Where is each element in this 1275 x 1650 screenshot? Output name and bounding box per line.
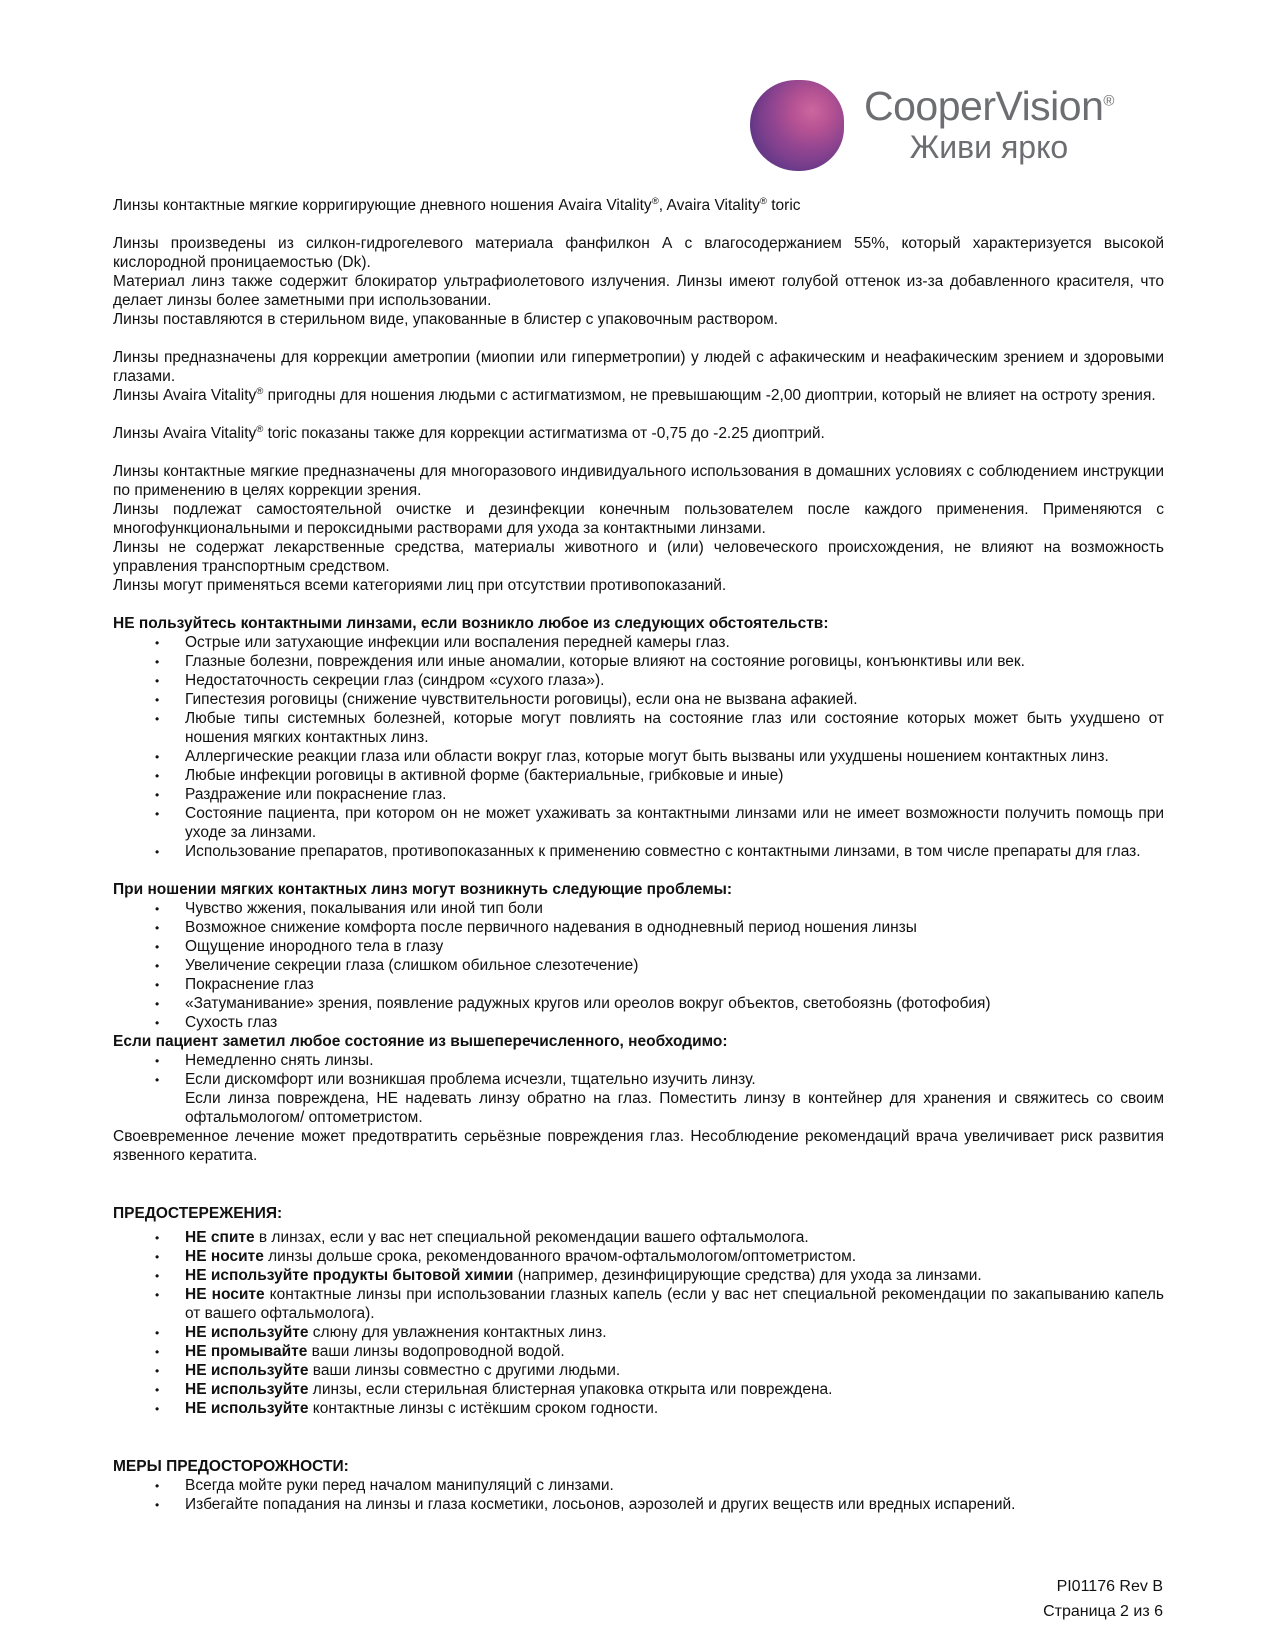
text-run: Линзы контактные мягкие корригирующие дневного ношения Avaira Vitality	[113, 197, 652, 214]
text-run: пригодны для ношения людьми с астигматизмом, не превышающим -2,00 диоптрии, который не влияет на остроту зрения.	[263, 387, 1156, 404]
bullet-list	[113, 633, 1164, 861]
text-run: Увеличение секреции глаза (слишком обильное слезотечение)	[185, 957, 639, 974]
text-run: Если дискомфорт или возникшая проблема исчезли, тщательно изучить линзу.	[185, 1071, 756, 1088]
bullet-item	[113, 1051, 1164, 1070]
bold-text-run: НЕ носите	[185, 1248, 264, 1265]
bullet-item	[113, 1323, 1164, 1342]
bold-text-run: НЕ носите	[185, 1286, 265, 1303]
spacer	[113, 1418, 1164, 1457]
bullet-item	[113, 804, 1164, 842]
bullet-item	[113, 1476, 1164, 1495]
text-run: Линзы не содержат лекарственные средства, материалы животного и (или) человеческого происхождения, не влияют на возможность управления транспортным средством.	[113, 539, 1164, 575]
bullet-item	[113, 1266, 1164, 1285]
bullet-item	[113, 690, 1164, 709]
registered-mark: ®	[1103, 92, 1114, 110]
bullet-item	[113, 1013, 1164, 1032]
body-text	[113, 196, 1164, 1514]
text-run: линзы, если стерильная блистерная упаковка открыта или повреждена.	[308, 1381, 833, 1398]
section-heading: МЕРЫ ПРЕДОСТОРОЖНОСТИ:	[113, 1458, 349, 1475]
bullet-item	[113, 1399, 1164, 1418]
bullet-item	[113, 975, 1164, 994]
bullet-item	[113, 1380, 1164, 1399]
text-run: Избегайте попадания на линзы и глаза косметики, лосьонов, аэрозолей и других веществ или вредных испарений.	[185, 1496, 1016, 1513]
bullet-item	[113, 994, 1164, 1013]
paragraph	[113, 272, 1164, 310]
bullet-item	[113, 1342, 1164, 1361]
text-run: Немедленно снять линзы.	[185, 1052, 374, 1069]
brand-name	[864, 82, 1114, 129]
text-run: Линзы подлежат самостоятельной очистке и дезинфекции конечным пользователем после каждого применения. Применяются с многофункциональными и пероксидными растворами для ухода за контактными линзами.	[113, 501, 1164, 537]
text-run: контактные линзы с истёкшим сроком годности.	[308, 1400, 659, 1417]
spacer	[113, 329, 1164, 348]
bullet-item	[113, 766, 1164, 785]
text-run: ваши линзы водопроводной водой.	[307, 1343, 565, 1360]
logo-text	[864, 82, 1114, 165]
spacer	[113, 405, 1164, 424]
bullet-item	[113, 842, 1164, 861]
coopervision-logo	[750, 80, 1114, 171]
text-run: Любые инфекции роговицы в активной форме (бактериальные, грибковые и иные)	[185, 767, 784, 784]
registered-mark: ®	[256, 423, 264, 435]
paragraph	[113, 310, 1164, 329]
paragraph	[113, 234, 1164, 272]
section-heading: При ношении мягких контактных линз могут возникнуть следующие проблемы:	[113, 881, 733, 898]
bullet-item	[113, 1247, 1164, 1266]
bold-text-run: НЕ промывайте	[185, 1343, 308, 1360]
text-run: контактные линзы при использовании глазных капель (если у вас нет специальной рекомендации по закапыванию капель от вашего офтальмолога).	[185, 1286, 1165, 1322]
bold-text-run: НЕ используйте	[185, 1400, 309, 1417]
section-heading: Если пациент заметил любое состояние из вышеперечисленного, необходимо:	[113, 1033, 728, 1050]
text-run: , Avaira Vitality	[658, 197, 760, 214]
bullet-list	[113, 1476, 1164, 1514]
brand-tagline: Живи ярко	[909, 128, 1069, 165]
bold-text-run: НЕ спите	[185, 1229, 255, 1246]
text-run: Ощущение инородного тела в глазу	[185, 938, 444, 955]
text-run: toric	[766, 197, 801, 214]
page-footer	[1043, 1574, 1163, 1624]
text-run: Недостаточность секреции глаз (синдром «сухого глаза»).	[185, 672, 605, 689]
text-run: Аллергические реакции глаза или области вокруг глаз, которые могут быть вызваны или ухудшены ношением контактных линз.	[185, 748, 1109, 765]
registered-mark: ®	[256, 385, 264, 397]
text-run: Всегда мойте руки перед началом манипуляций с линзами.	[185, 1477, 614, 1494]
text-run: Линзы поставляются в стерильном виде, упакованные в блистер с упаковочным раствором.	[113, 311, 779, 328]
bold-text-run: НЕ используйте	[185, 1324, 309, 1341]
text-run: Любые типы системных болезней, которые могут повлиять на состояние глаз или состояние которых может быть ухудшено от ношения мягких контактных линз.	[185, 710, 1164, 746]
text-run: Линзы Avaira Vitality	[113, 425, 257, 442]
document-number: PI01176 Rev B	[1056, 1578, 1163, 1595]
spacer	[113, 861, 1164, 880]
spacer	[113, 595, 1164, 614]
text-run: Линзы произведены из силкон-гидрогелевого материала фанфилкон А с влагосодержанием 55%, который характеризуется высокой кислородной проницаемостью (Dk).	[113, 235, 1164, 271]
text-run: Линзы контактные мягкие предназначены для многоразового индивидуального использования в домашних условиях с соблюдением инструкции по применению в целях коррекции зрения.	[113, 463, 1164, 499]
bullet-item	[113, 709, 1164, 747]
brand-wordmark: CooperVision	[864, 82, 1104, 129]
bullet-item	[113, 633, 1164, 652]
text-run: Гипестезия роговицы (снижение чувствительности роговицы), если она не вызвана афакией.	[185, 691, 858, 708]
bullet-item	[113, 1495, 1164, 1514]
paragraph	[113, 196, 1164, 215]
text-run: (например, дезинфицирующие средства) для ухода за линзами.	[513, 1267, 982, 1284]
text-run: Чувство жжения, покалывания или иной тип боли	[185, 900, 543, 917]
text-run: Острые или затухающие инфекции или воспаления передней камеры глаз.	[185, 634, 730, 651]
text-run: Если линза повреждена, НЕ надевать линзу обратно на глаз. Поместить линзу в контейнер для хранения и свяжитесь со своим офтальмологом/ оптометристом.	[185, 1090, 1164, 1126]
text-run: Своевременное лечение может предотвратить серьёзные повреждения глаз. Несоблюдение рекомендаций врача увеличивает риск развития язвенного кератита.	[113, 1128, 1164, 1164]
text-run: Покраснение глаз	[185, 976, 314, 993]
text-run: Использование препаратов, противопоказанных к применению совместно с контактными линзами, в том числе препараты для глаз.	[185, 843, 1141, 860]
bullet-item	[113, 671, 1164, 690]
bullet-continuation	[113, 1089, 1164, 1127]
bullet-item	[113, 785, 1164, 804]
text-run: Глазные болезни, повреждения или иные аномалии, которые влияют на состояние роговицы, конъюнктивы или век.	[185, 653, 1025, 670]
text-run: Линзы Avaira Vitality	[113, 387, 257, 404]
registered-mark: ®	[759, 195, 767, 207]
bullet-item	[113, 899, 1164, 918]
bullet-item	[113, 918, 1164, 937]
bullet-item	[113, 1228, 1164, 1247]
section-heading: НЕ пользуйтесь контактными линзами, если возникло любое из следующих обстоятельств:	[113, 615, 829, 632]
bullet-list	[113, 1228, 1164, 1418]
text-run: Материал линз также содержит блокиратор ультрафиолетового излучения. Линзы имеют голубой оттенок из-за добавленного красителя, что делает линзы более заметными при использовании.	[113, 273, 1164, 309]
registered-mark: ®	[651, 195, 659, 207]
spacer	[113, 215, 1164, 234]
bullet-item	[113, 747, 1164, 766]
text-run: toric показаны также для коррекции астигматизма от -0,75 до -2.25 диоптрий.	[263, 425, 825, 442]
text-run: линзы дольше срока, рекомендованного врачом-офтальмологом/оптометристом.	[263, 1248, 857, 1265]
bold-text-run: НЕ используйте	[185, 1381, 309, 1398]
section-heading: ПРЕДОСТЕРЕЖЕНИЯ:	[113, 1205, 283, 1222]
paragraph	[113, 1127, 1164, 1165]
text-run: Линзы предназначены для коррекции аметропии (миопии или гиперметропии) у людей с афакическим и неафакическим зрением и здоровыми глазами.	[113, 349, 1164, 385]
watercolor-blob-icon	[750, 80, 844, 171]
text-run: Сухость глаз	[185, 1014, 278, 1031]
bullet-item	[113, 652, 1164, 671]
text-run: в линзах, если у вас нет специальной рекомендации вашего офтальмолога.	[254, 1229, 809, 1246]
bullet-list	[113, 1051, 1164, 1127]
paragraph	[113, 462, 1164, 500]
page-number: Страница 2 из 6	[1043, 1603, 1163, 1620]
spacer	[113, 1165, 1164, 1204]
text-run: ваши линзы совместно с другими людьми.	[308, 1362, 621, 1379]
paragraph	[113, 576, 1164, 595]
paragraph	[113, 424, 1164, 443]
text-run: Раздражение или покраснение глаз.	[185, 786, 447, 803]
bullet-item	[113, 937, 1164, 956]
bullet-list	[113, 899, 1164, 1032]
text-run: «Затуманивание» зрения, появление радужных кругов или ореолов вокруг объектов, светобоязнь (фотофобия)	[185, 995, 991, 1012]
paragraph	[113, 348, 1164, 386]
paragraph	[113, 500, 1164, 538]
bullet-item	[113, 1361, 1164, 1380]
text-run: Линзы могут применяться всеми категориями лиц при отсутствии противопоказаний.	[113, 577, 727, 594]
bullet-item	[113, 1070, 1164, 1089]
paragraph	[113, 538, 1164, 576]
bullet-item	[113, 1285, 1164, 1323]
text-run: Состояние пациента, при котором он не может ухаживать за контактными линзами или не имеет возможности получить помощь при уходе за линзами.	[185, 805, 1164, 841]
bold-text-run: НЕ используйте	[185, 1362, 309, 1379]
bold-text-run: НЕ используйте продукты бытовой химии	[185, 1267, 514, 1284]
paragraph	[113, 386, 1164, 405]
spacer	[113, 443, 1164, 462]
text-run: слюну для увлажнения контактных линз.	[308, 1324, 607, 1341]
bullet-item	[113, 956, 1164, 975]
text-run: Возможное снижение комфорта после первичного надевания в однодневный период ношения линзы	[185, 919, 917, 936]
